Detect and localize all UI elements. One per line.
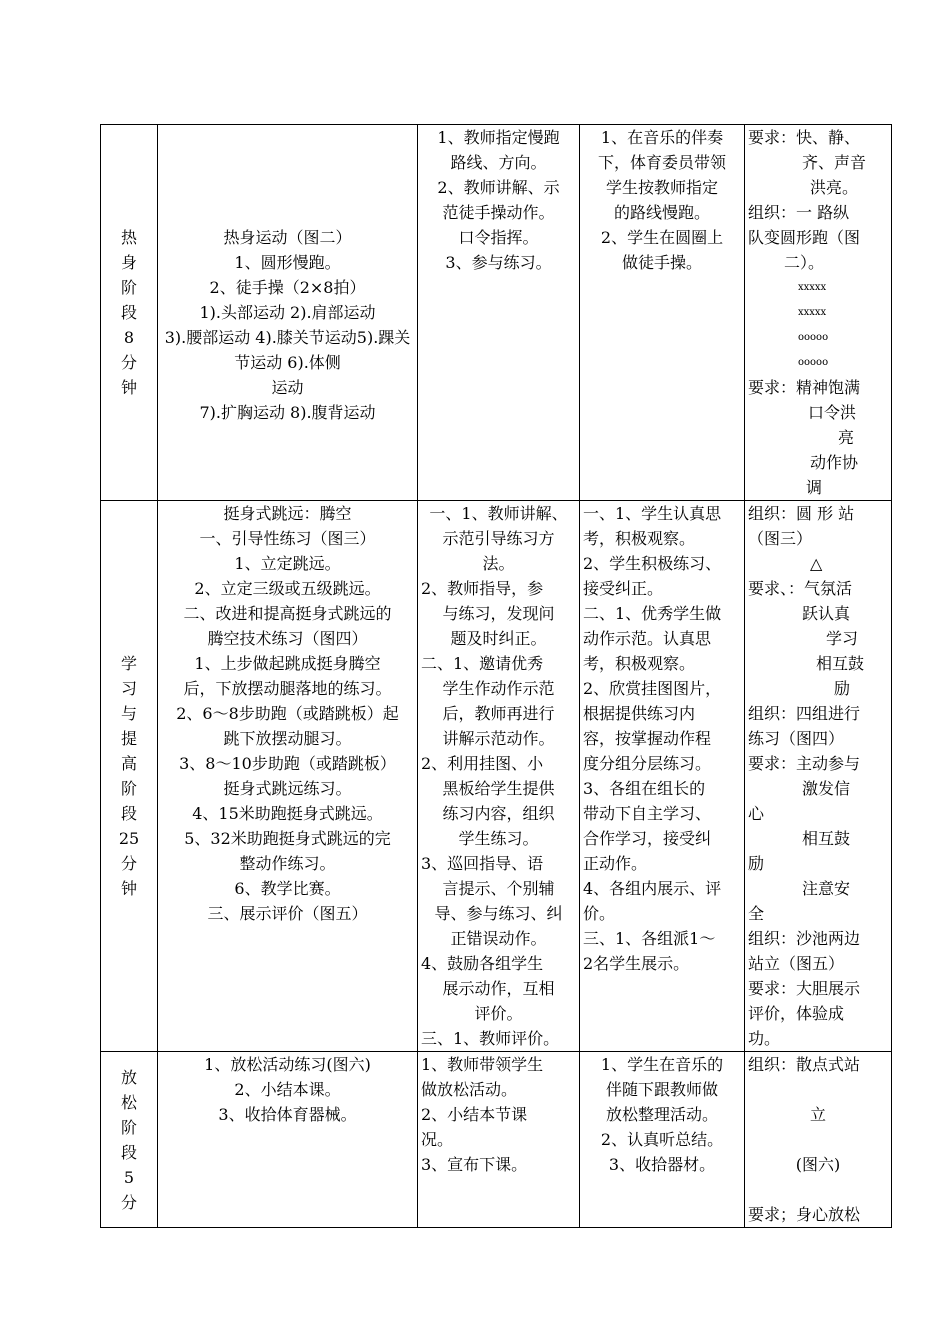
teacher-cell bbox=[418, 501, 580, 1052]
cell-text-line: 分 bbox=[120, 353, 137, 372]
cell-text-line: 要求：主动参与 bbox=[748, 754, 861, 773]
cell-text-line bbox=[748, 1077, 888, 1102]
cell-text-line: 黑板给学生提供 bbox=[442, 779, 555, 798]
cell-text-line: 段 bbox=[120, 1142, 137, 1162]
cell-text-line: 考，积极观察。 bbox=[583, 654, 696, 673]
cell-text-line: 导、参与练习、纠 bbox=[434, 904, 563, 923]
cell-text-line: 合作学习，接受纠 bbox=[583, 829, 712, 848]
cell-text-line: 25 bbox=[118, 829, 140, 848]
cell-text-line: 组织：一 路纵 bbox=[748, 203, 850, 222]
cell-text-line bbox=[161, 125, 414, 150]
cell-text-line: 题及时纠正。 bbox=[450, 629, 547, 648]
cell-text-line: 2、学生积极练习、 bbox=[583, 554, 722, 573]
cell-text-line: xxxxx bbox=[798, 282, 827, 293]
cell-text-line bbox=[161, 200, 414, 225]
stage-cell bbox=[101, 125, 158, 501]
cell-text-line: 放 bbox=[120, 1067, 137, 1087]
cell-text-line: 2、小结本节课 bbox=[421, 1105, 528, 1124]
cell-text-line: 展示动作，互相 bbox=[442, 979, 555, 998]
cell-text-line: 2、欣赏挂图图片， bbox=[583, 679, 722, 698]
cell-text-line: 组织：圆 形 站 bbox=[748, 504, 855, 523]
cell-text-line: 3).腰部运动 4).膝关节运动5).踝关节运动 6).体侧 bbox=[164, 328, 411, 372]
content-cell bbox=[158, 501, 418, 1052]
cell-text-line: 齐、声音 bbox=[802, 153, 867, 172]
cell-text-line: 跳下放摆动腿习。 bbox=[223, 729, 352, 748]
cell-text-line: 要求；身心放松 bbox=[748, 1205, 861, 1224]
cell-text-line: 挺身式跳远练习。 bbox=[223, 779, 352, 798]
cell-text-line: 钟 bbox=[120, 879, 137, 898]
cell-text-line: (图六) bbox=[795, 1155, 841, 1174]
cell-text-line: 热 bbox=[120, 228, 137, 247]
cell-text-line: 3、各组在组长的 bbox=[583, 779, 706, 798]
row-learning bbox=[101, 501, 892, 1052]
student-cell bbox=[580, 501, 745, 1052]
cell-text-line: 整动作练习。 bbox=[239, 854, 336, 873]
cell-text-line: 7).扩胸运动 8).腹背运动 bbox=[199, 403, 376, 422]
cell-text-line: 法。 bbox=[482, 554, 515, 573]
cell-text-line: 4、15米助跑挺身式跳远。 bbox=[192, 804, 383, 823]
cell-text-line: 3、参与练习。 bbox=[445, 253, 552, 272]
cell-text-line: 3、8～10步助跑（或踏跳板） bbox=[179, 754, 396, 773]
cell-text-line: ooooo bbox=[798, 332, 829, 343]
cell-text-line: 学 bbox=[120, 654, 137, 673]
cell-text-line: 松 bbox=[120, 1092, 137, 1112]
row-relax bbox=[101, 1052, 892, 1228]
cell-text-line: 分 bbox=[120, 854, 137, 873]
cell-text-line: 1、圆形慢跑。 bbox=[234, 253, 341, 272]
cell-text-line: 热身运动（图二） bbox=[223, 228, 352, 247]
cell-text-line: 提 bbox=[120, 729, 137, 748]
cell-text-line: 二、1、优秀学生做 bbox=[583, 604, 722, 623]
cell-text-line: 2、6～8步助跑（或踏跳板）起 bbox=[176, 704, 399, 723]
cell-text-line: 相互鼓 bbox=[802, 829, 851, 848]
cell-text-line: 容，按掌握动作程 bbox=[583, 729, 712, 748]
cell-text-line: 组织：散点式站 bbox=[748, 1055, 861, 1074]
cell-text-line: 学习 bbox=[826, 629, 859, 648]
cell-text-line: 3、巡回指导、语 bbox=[421, 854, 544, 873]
cell-text-line: 三、1、教师评价。 bbox=[421, 1029, 560, 1048]
cell-text-line: 一、1、学生认真思 bbox=[583, 504, 722, 523]
cell-text-line: 功。 bbox=[748, 1029, 781, 1048]
cell-text-line bbox=[161, 175, 414, 200]
cell-text-line: 路线、方向。 bbox=[450, 153, 547, 172]
cell-text-line: 学生作动作示范 bbox=[442, 679, 555, 698]
organization-cell bbox=[745, 125, 892, 501]
cell-text-line: 相互鼓 bbox=[816, 654, 865, 673]
cell-text-line: ooooo bbox=[798, 357, 829, 368]
cell-text-line: 一、1、教师讲解、 bbox=[429, 504, 568, 523]
cell-text-line: （图三） bbox=[748, 529, 813, 548]
organization-cell bbox=[745, 1052, 892, 1228]
cell-text-line: 队变圆形跑（图 bbox=[748, 228, 861, 247]
cell-text-line: 习 bbox=[120, 679, 137, 698]
cell-text-line: 段 bbox=[120, 303, 137, 322]
student-cell bbox=[580, 1052, 745, 1228]
cell-text-line: 要求、：气氛活 bbox=[748, 579, 853, 598]
cell-text-line: 阶 bbox=[120, 779, 137, 798]
cell-text-line: 注意安 bbox=[802, 879, 851, 898]
cell-text-line: 全 bbox=[748, 904, 765, 923]
cell-text-line: 后，教师再进行 bbox=[442, 704, 555, 723]
cell-text-line: 3、宣布下课。 bbox=[421, 1155, 528, 1174]
cell-text-line: 做放松活动。 bbox=[421, 1080, 518, 1099]
content-cell bbox=[158, 1052, 418, 1228]
cell-text-line: 要求：大胆展示 bbox=[748, 979, 861, 998]
cell-text-line: 1).头部运动 2).肩部运动 bbox=[199, 303, 376, 322]
cell-text-line: 评价。 bbox=[474, 1004, 523, 1023]
cell-text-line: 三、展示评价（图五） bbox=[207, 904, 368, 923]
cell-text-line: 阶 bbox=[120, 1117, 137, 1137]
cell-text-line: 范徒手操动作。 bbox=[442, 203, 555, 222]
cell-text-line: 正动作。 bbox=[583, 854, 648, 873]
cell-text-line: 练习（图四） bbox=[748, 729, 845, 748]
cell-text-line: 1、上步做起跳成挺身腾空 bbox=[194, 654, 381, 673]
cell-text-line: 2、立定三级或五级跳远。 bbox=[194, 579, 381, 598]
cell-text-line: 度分组分层练习。 bbox=[583, 754, 712, 773]
cell-text-line: 学生练习。 bbox=[458, 829, 539, 848]
cell-text-line: 言提示、个别辅 bbox=[442, 879, 555, 898]
cell-text-line: 2、徒手操（2×8拍） bbox=[209, 278, 366, 297]
cell-text-line: 价。 bbox=[583, 904, 616, 923]
stage-cell bbox=[101, 1052, 158, 1228]
cell-text-line: 与 bbox=[120, 704, 137, 723]
cell-text-line: 励 bbox=[834, 679, 851, 698]
cell-text-line: 带动下自主学习、 bbox=[583, 804, 712, 823]
teacher-cell bbox=[418, 1052, 580, 1228]
cell-text-line: 4、各组内展示、评 bbox=[583, 879, 722, 898]
cell-text-line: 阶 bbox=[120, 278, 137, 297]
cell-text-line: 要求：快、静、 bbox=[748, 128, 861, 147]
cell-text-line: △ bbox=[810, 554, 823, 573]
cell-text-line: 动作协 bbox=[810, 453, 859, 472]
cell-text-line: 放松整理活动。 bbox=[605, 1105, 718, 1124]
organization-cell bbox=[745, 501, 892, 1052]
cell-text-line: 1、学生在音乐的 bbox=[600, 1055, 724, 1074]
cell-text-line: 2、教师指导，参 bbox=[421, 579, 544, 598]
cell-text-line: 段 bbox=[120, 804, 137, 823]
teacher-cell bbox=[418, 125, 580, 501]
cell-text-line: 3、收拾体育器械。 bbox=[218, 1105, 357, 1124]
cell-text-line: 二）。 bbox=[784, 253, 825, 272]
cell-text-line: 三、1、各组派1～ bbox=[583, 929, 716, 948]
cell-text-line: 二、1、邀请优秀 bbox=[421, 654, 544, 673]
cell-text-line bbox=[748, 1127, 888, 1152]
cell-text-line: 激发信 bbox=[802, 779, 851, 798]
cell-text-line: 评价，体验成 bbox=[748, 1004, 845, 1023]
cell-text-line: 组织：四组进行 bbox=[748, 704, 861, 723]
lesson-plan-table bbox=[100, 124, 892, 1228]
cell-text-line: 1、立定跳远。 bbox=[234, 554, 341, 573]
cell-text-line: 6、教学比赛。 bbox=[234, 879, 341, 898]
cell-text-line bbox=[161, 150, 414, 175]
cell-text-line: 考，积极观察。 bbox=[583, 529, 696, 548]
cell-text-line: 动作示范。认真思 bbox=[583, 629, 712, 648]
cell-text-line: 高 bbox=[120, 754, 137, 773]
cell-text-line: 1、放松活动练习(图六) bbox=[204, 1055, 371, 1074]
cell-text-line: 口令洪 bbox=[808, 403, 857, 422]
cell-text-line: 伴随下跟教师做 bbox=[605, 1080, 718, 1099]
cell-text-line: 2、教师讲解、示 bbox=[437, 178, 560, 197]
cell-text-line: 分 bbox=[120, 1192, 137, 1212]
cell-text-line: 亮 bbox=[838, 428, 855, 447]
cell-text-line: 运动 bbox=[271, 378, 304, 397]
cell-text-line: 一、引导性练习（图三） bbox=[199, 529, 376, 548]
cell-text-line: 根据提供练习内 bbox=[583, 704, 696, 723]
cell-text-line: 立 bbox=[809, 1105, 826, 1124]
row-warmup bbox=[101, 125, 892, 501]
cell-text-line: 3、收拾器材。 bbox=[608, 1155, 716, 1174]
student-cell bbox=[580, 125, 745, 501]
cell-text-line: 二、改进和提高挺身式跳远的 bbox=[183, 604, 392, 623]
cell-text-line: 心 bbox=[748, 804, 765, 823]
cell-text-line: 身 bbox=[120, 253, 137, 272]
cell-text-line: 示范引导练习方 bbox=[442, 529, 555, 548]
cell-text-line: 况。 bbox=[421, 1130, 454, 1149]
cell-text-line: 调 bbox=[806, 478, 823, 497]
cell-text-line: 1、教师指定慢跑 bbox=[437, 128, 560, 147]
cell-text-line: 组织：沙池两边 bbox=[748, 929, 861, 948]
cell-text-line: 挺身式跳远：腾空 bbox=[223, 504, 352, 523]
cell-text-line: 的路线慢跑。 bbox=[613, 203, 710, 222]
cell-text-line: 要求：精神饱满 bbox=[748, 378, 861, 397]
cell-text-line: 口令指挥。 bbox=[458, 228, 539, 247]
cell-text-line: 下，体育委员带领 bbox=[597, 153, 726, 172]
cell-text-line: 学生按教师指定 bbox=[605, 178, 718, 197]
cell-text-line: 励 bbox=[748, 854, 765, 873]
cell-text-line bbox=[748, 1177, 888, 1202]
cell-text-line: 跃认真 bbox=[802, 604, 851, 623]
cell-text-line: 1、在音乐的伴奏 bbox=[600, 128, 724, 147]
cell-text-line: 4、鼓励各组学生 bbox=[421, 954, 544, 973]
cell-text-line: 正错误动作。 bbox=[450, 929, 547, 948]
cell-text-line: 做徒手操。 bbox=[621, 253, 702, 272]
cell-text-line: 与练习，发现问 bbox=[442, 604, 555, 623]
cell-text-line: 2名学生展示。 bbox=[583, 954, 690, 973]
cell-text-line: 2、认真听总结。 bbox=[600, 1130, 724, 1149]
stage-cell bbox=[101, 501, 158, 1052]
cell-text-line: xxxxx bbox=[798, 307, 827, 318]
content-cell bbox=[158, 125, 418, 501]
cell-text-line: 5、32米助跑挺身式跳远的完 bbox=[184, 829, 391, 848]
cell-text-line: 8 bbox=[123, 328, 135, 347]
cell-text-line: 钟 bbox=[120, 378, 137, 397]
cell-text-line: 5 bbox=[123, 1167, 135, 1187]
cell-text-line: 腾空技术练习（图四） bbox=[207, 629, 368, 648]
cell-text-line: 接受纠正。 bbox=[583, 579, 664, 598]
cell-text-line: 站立（图五） bbox=[748, 954, 845, 973]
cell-text-line: 2、利用挂图、小 bbox=[421, 754, 544, 773]
cell-text-line: 2、小结本课。 bbox=[234, 1080, 341, 1099]
cell-text-line: 2、学生在圆圈上 bbox=[600, 228, 724, 247]
cell-text-line: 后，下放摆动腿落地的练习。 bbox=[183, 679, 392, 698]
cell-text-line: 练习内容，组织 bbox=[442, 804, 555, 823]
cell-text-line: 讲解示范动作。 bbox=[442, 729, 555, 748]
cell-text-line: 洪亮。 bbox=[810, 178, 859, 197]
cell-text-line: 1、教师带领学生 bbox=[421, 1055, 544, 1074]
